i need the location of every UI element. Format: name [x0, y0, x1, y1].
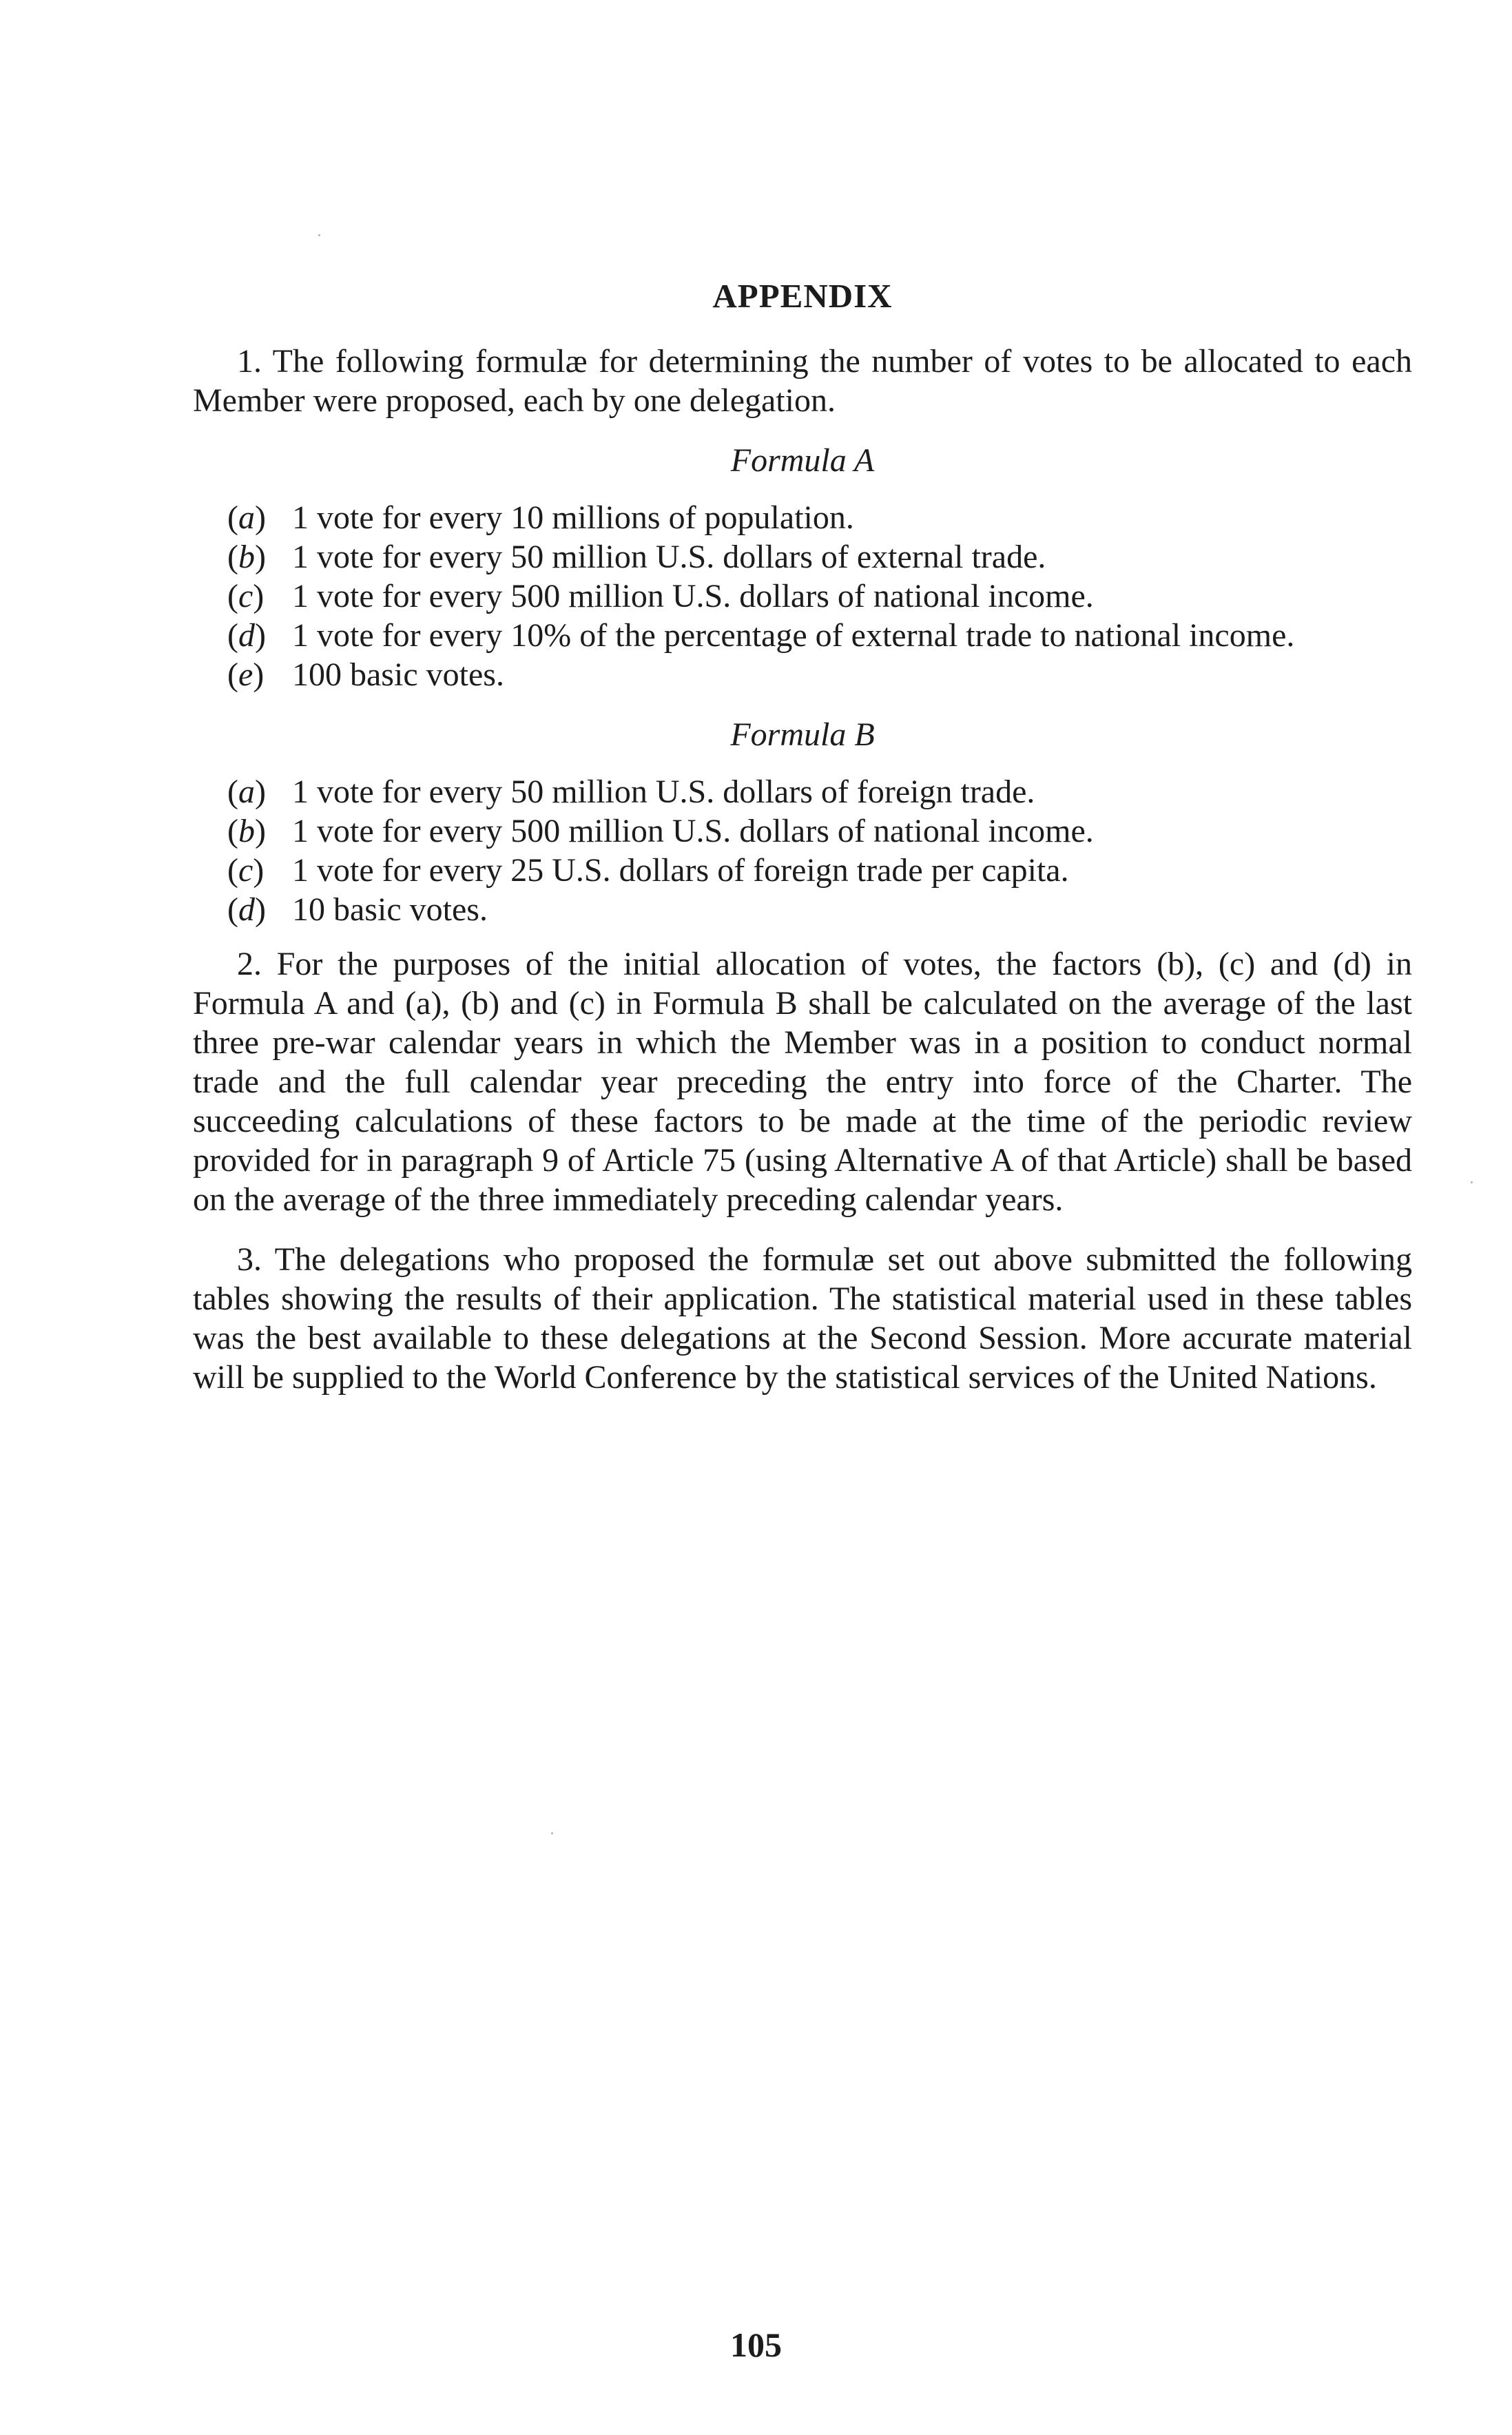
list-item [193, 811, 1412, 851]
paragraph-2: 2. For the purposes of the initial allocation of votes, the factors (b), (c) and (d) in Formula A and (a), (b) and (c) in Formula B shall be calculated on the average of the last three pre-war calendar years in which the Member was in a position to conduct normal trade and the full calendar year preceding the entry into force of the Charter. The succeeding calculations of these factors to be made at the time of the periodic review provided for in paragraph 9 of Article 75 (using Alternative A of that Article) shall be based on the average of the three immediately preceding calendar years. [193, 946, 1412, 1218]
item-letter: b [238, 539, 255, 575]
item-marker: (d) [227, 891, 266, 928]
item-letter: e [238, 656, 253, 693]
scan-speck [1471, 1181, 1473, 1183]
item-text: 100 basic votes. [292, 656, 504, 693]
item-marker: (a) [227, 499, 266, 536]
item-marker: (a) [227, 774, 266, 810]
paragraph-3: 3. The delegations who proposed the formulæ set out above submitted the following tables showing the results of their application. The statistical material used in these tables was the best available to these delegations at the Second Session. More accurate material will be supplied to the World Conference by the statistical services of the United Nations. [193, 1241, 1412, 1396]
item-marker: (b) [227, 813, 266, 849]
item-text: 1 vote for every 10 millions of population. [292, 499, 854, 536]
item-marker: (e) [227, 656, 265, 693]
item-letter: a [238, 774, 255, 810]
item-text: 10 basic votes. [292, 891, 488, 928]
item-text: 1 vote for every 25 U.S. dollars of foreign trade per capita. [292, 852, 1069, 889]
item-marker: (c) [227, 852, 265, 889]
formula-a-list [193, 498, 1412, 694]
list-item [193, 890, 1412, 929]
item-text: 1 vote for every 50 million U.S. dollars of external trade. [292, 539, 1046, 575]
appendix-title: APPENDIX [712, 277, 893, 315]
formula-b-list [193, 772, 1412, 929]
list-item [193, 655, 1412, 694]
item-text: 1 vote for every 500 million U.S. dollars of national income. [292, 813, 1094, 849]
item-letter: d [238, 617, 255, 654]
scan-speck [551, 1832, 553, 1834]
item-letter: c [238, 852, 253, 889]
scan-speck [318, 234, 320, 236]
list-item [193, 616, 1412, 655]
formula-a-heading: Formula A [730, 442, 875, 479]
list-item [193, 537, 1412, 577]
item-letter: c [238, 578, 253, 614]
list-item [193, 498, 1412, 537]
item-marker: (d) [227, 617, 266, 654]
item-letter: d [238, 891, 255, 928]
page-number: 105 [730, 2325, 782, 2364]
paragraph-1: 1. The following formulæ for determining the number of votes to be allocated to each Member were proposed, each by one delegation. [193, 343, 1412, 419]
item-letter: a [238, 499, 255, 536]
formula-b-heading: Formula B [730, 716, 875, 753]
document-page [193, 262, 1412, 1397]
list-item [193, 577, 1412, 616]
item-text: 1 vote for every 50 million U.S. dollars of foreign trade. [292, 774, 1035, 810]
item-marker: (b) [227, 539, 266, 575]
item-marker: (c) [227, 578, 265, 614]
list-item [193, 772, 1412, 811]
item-text: 1 vote for every 10% of the percentage of external trade to national income. [292, 617, 1295, 654]
item-letter: b [238, 813, 255, 849]
item-text: 1 vote for every 500 million U.S. dollars of national income. [292, 578, 1094, 614]
list-item [193, 851, 1412, 890]
